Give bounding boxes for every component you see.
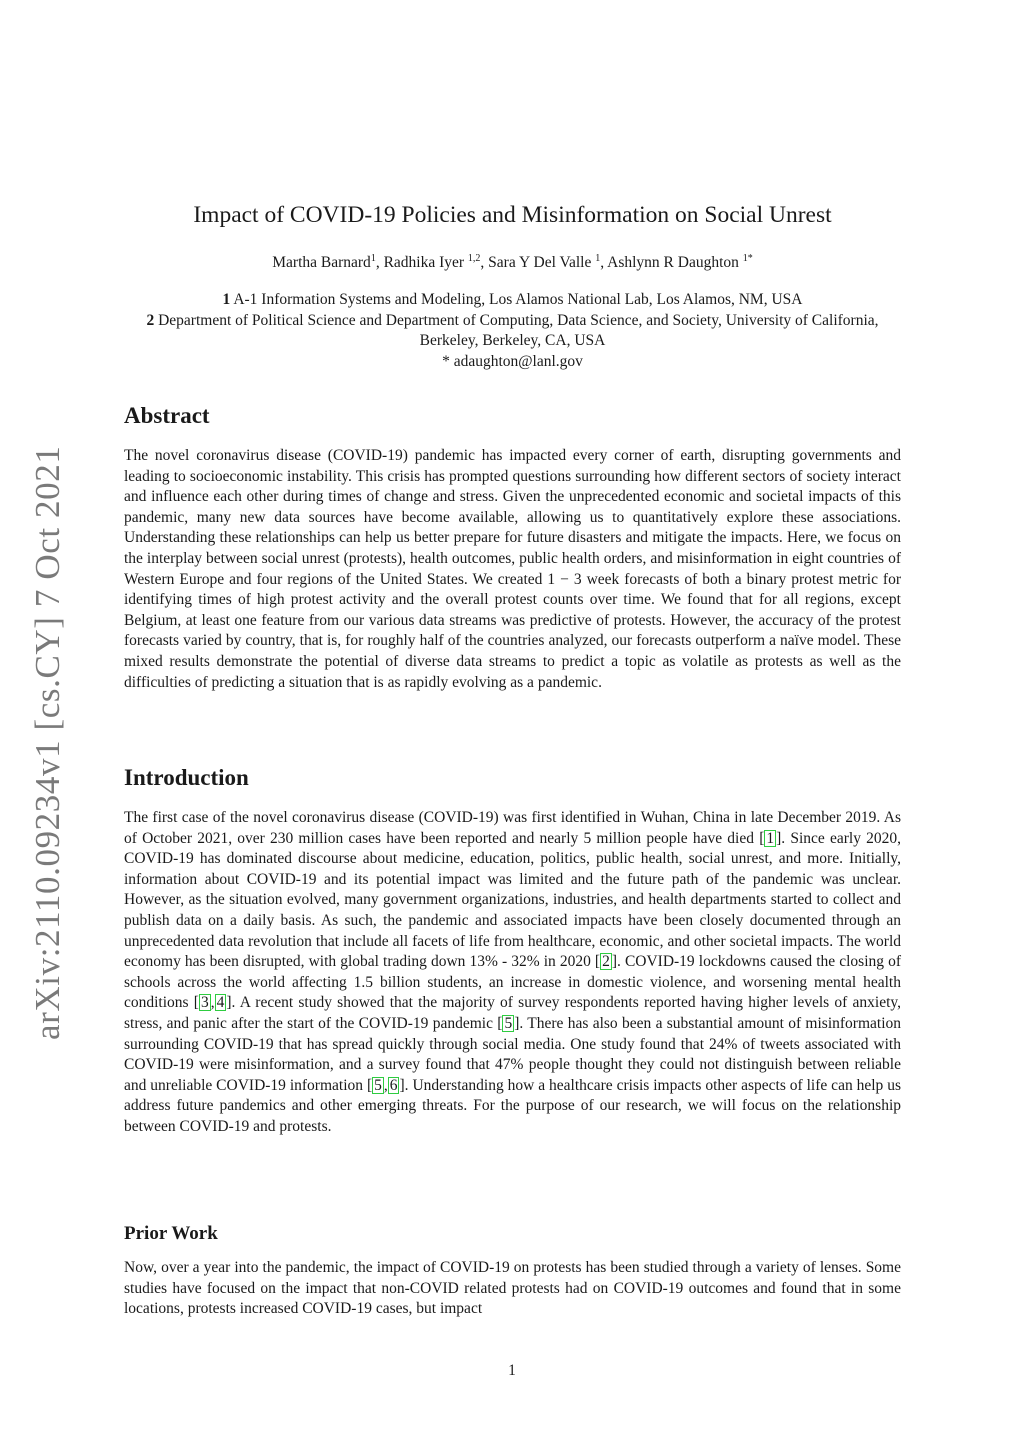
intro-segment: . Understanding how a healthcare crisis impacts other aspects of life can help us address future pandemics and other emerging threats. For the purpose of our research, we will focus on the relationship between COVID-19 and protests. — [124, 1076, 901, 1135]
affiliation-1 — [124, 290, 901, 311]
intro-segment: The first case of the novel coronavirus disease (COVID-19) was first identified in Wuhan, China in late December 2019. As of October 2021, over 230 million cases have been reported and nearly 5 million people have died — [124, 809, 901, 847]
citation-link[interactable]: 1 — [766, 829, 775, 847]
page-number: 1 — [508, 1362, 516, 1379]
citation-link[interactable]: 2 — [602, 953, 610, 971]
intro-segment: . COVID-19 lockdowns caused the closing of schools across the world affecting 1.5 billion students, an increase in domestic violence, and worsening mental health conditions — [124, 953, 901, 1012]
corresponding-email[interactable]: * adaughton@lanl.gov — [442, 352, 583, 370]
paper-title: Impact of COVID-19 Policies and Misinformation on Social Unrest — [193, 202, 832, 228]
author-affiliation-mark: 1,2 — [467, 253, 481, 264]
author-name: Ashlynn R Daughton — [607, 254, 739, 272]
abstract-heading: Abstract — [124, 403, 210, 428]
citation-link[interactable]: 5 — [374, 1076, 382, 1094]
author-name: Radhika Iyer — [383, 254, 465, 272]
affiliation-text: A-1 Information Systems and Modeling, Los Alamos National Lab, Los Alamos, NM, USA — [233, 291, 803, 308]
abstract-text: The novel coronavirus disease (COVID-19) pandemic has impacted every corner of earth, disrupting governments and leading to socioeconomic instability. This crisis has prompted questions surrounding how different sectors of society interact and influence each other during times of change and stress. Given the unprecedented economic and societal impacts of this pandemic, many new data sources have become available, allowing us to quantitatively explore these associations. Understanding these relationships can help us better prepare for future disasters and mitigate the impacts. Here, we focus on the interplay between social unrest (protests), health outcomes, public health orders, and misinformation in eight countries of Western Europe and four regions of the United States. We created 1 − 3 week forecasts of both a binary protest metric for identifying times of high protest activity and the overall protest counts over time. We found that for all regions, except Belgium, at least one feature from our various data streams was predictive of protests. However, the accuracy of the protest forecasts varied by country, that is, for roughly half of the countries analyzed, our forecasts outperform a naïve model. These mixed results demonstrate the potential of diverse data streams to predict a topic as volatile as protests as well as the difficulties of predicting a situation that is as rapidly evolving as a pandemic. — [124, 447, 901, 691]
affiliation-2 — [124, 311, 901, 352]
author-affiliation-mark: 1 — [595, 253, 601, 264]
introduction-heading: Introduction — [124, 765, 249, 790]
introduction-text: The first case of the novel coronavirus disease (COVID-19) was first identified in Wuhan, China in late December 2019. As of October 2021, over 230 million cases have been reported and nearly 5 million people have died [ 1 ]. Since early 2020, COVID-19 has dominated discourse about medicine, education, politics, public health, social unrest, and more. Initially, information about COVID-19 and its potential impact was limited and the future path of the pandemic was unclear. However, as the situation evolved, many government organizations, industries, and health departments started to collect and publish data on a daily basis. As such, the pandemic and associated impacts have been closely documented through an unprecedented data revolution that include all facets of life from healthcare, economic, and other societal impacts. The world economy has been disrupted, with global trading down 13% - 32% in 2020 [ 2 ]. COVID-19 lockdowns caused the closing of schools across the world affecting 1.5 billion students, an increase in domestic violence, and worsening mental health conditions [ 3 , 4 ]. A recent study showed that the majority of survey respondents reported having higher levels of anxiety, stress, and panic after the start of the COVID-19 pandemic [ 5 ]. There has also been a substantial amount of misinformation surrounding COVID-19 that has spread quickly through social media. One study found that 24% of tweets associated with COVID-19 were misinformation, and a survey found that 47% people thought they could not distinguish between reliable and unreliable COVID-19 information [ 5 , 6 ]. Understanding how a healthcare crisis impacts other aspects of life can help us address future pandemics and other emerging threats. For the purpose of our research, we will focus on the relationship between COVID-19 and protests. — [124, 809, 901, 1135]
citation-link[interactable]: 4 — [216, 994, 225, 1012]
author-affiliation-mark: 1 — [370, 253, 376, 264]
affiliation-text: Department of Political Science and Department of Computing, Data Science, and Society, University of California, Berkeley, Berkeley, CA, USA — [158, 311, 879, 350]
author-name: Sara Y Del Valle — [488, 254, 592, 272]
intro-segment: . There has also been a substantial amount of misinformation surrounding COVID-19 that has spread quickly through social media. One study found that 24% of tweets associated with COVID-19 were misinformation, and a survey found that 47% people thought they could not distinguish between reliable and unreliable COVID-19 information — [124, 1014, 901, 1094]
affiliations — [124, 290, 901, 372]
affiliation-number: 1 — [222, 291, 231, 308]
affiliation-number: 2 — [146, 311, 155, 329]
prior-work-heading: Prior Work — [124, 1223, 218, 1244]
arxiv-identifier-stamp[interactable]: arXiv:2110.09234v1 [cs.CY] 7 Oct 2021 — [28, 445, 67, 1040]
citation-link[interactable]: 5 — [504, 1014, 513, 1032]
intro-segment: . A recent study showed that the majority of survey respondents reported having higher levels of anxiety, stress, and panic after the start of the COVID-19 pandemic — [124, 994, 901, 1032]
citation-link[interactable]: 6 — [389, 1076, 398, 1094]
prior-work-text: Now, over a year into the pandemic, the impact of COVID-19 on protests has been studied through a variety of lenses. Some studies have focused on the impact that non-COVID related protests had on COVID-19 outcomes and found that in some locations, protests increased COVID-19 cases, but impact — [124, 1259, 901, 1318]
author-list: Martha Barnard$^1$, Radhika Iyer $^{1,2}$, Sara Y Del Valle $^1$, Ashlynn R Daughton $^{1*}$ — [272, 253, 753, 272]
intro-segment: . Since early 2020, COVID-19 has dominated discourse about medicine, education, politics, public health, social unrest, and more. Initially, information about COVID-19 and its potential impact was limited and the future path of the pandemic was unclear. However, as the situation evolved, many government organizations, industries, and health departments started to collect and publish data on a daily basis. As such, the pandemic and associated impacts have been closely documented through an unprecedented data revolution that include all facets of life from healthcare, economic, and other societal impacts. The world economy has been disrupted, with global trading down 13% - 32% in 2020 — [124, 829, 901, 971]
author-affiliation-mark: 1* — [742, 253, 753, 264]
citation-link[interactable]: 3 — [200, 994, 209, 1012]
author-name: Martha Barnard — [272, 254, 371, 272]
